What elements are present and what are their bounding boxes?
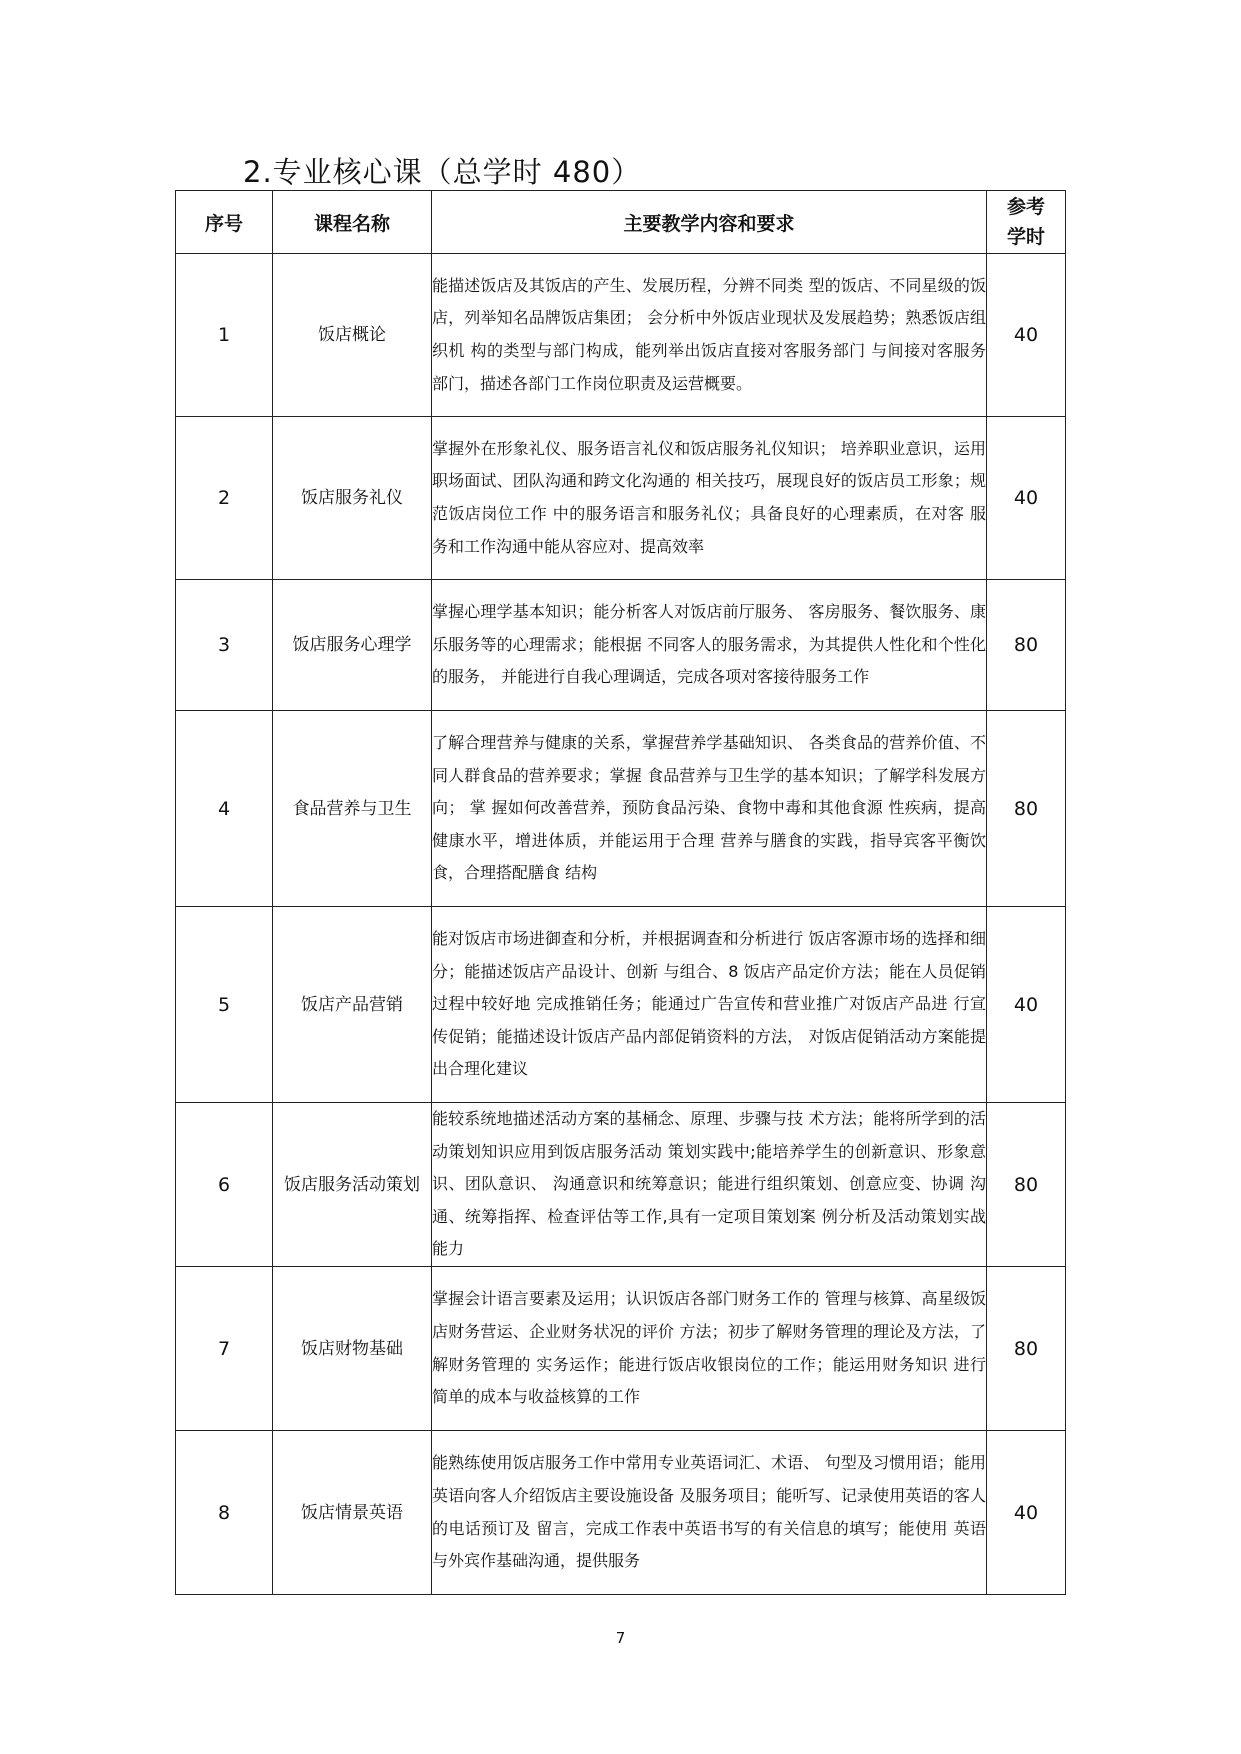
row-course-name: 饭店情景英语 (273, 1431, 432, 1595)
row-course-name: 饭店财物基础 (273, 1267, 432, 1431)
row-num: 3 (176, 580, 273, 711)
column-header-num: 序号 (176, 191, 273, 254)
row-num: 5 (176, 907, 273, 1103)
row-course-name: 食品营养与卫生 (273, 711, 432, 907)
row-content: 能对饭店市场进御查和分析，并根据调查和分析进行 饭店客源市场的选择和细分；能描述饭店产品设计、创新 与组合、8 饭店产品定价方法；能在人员促销过程中较好地 完成推销任务；能通过广告宣传和营业推广对饭店产品进 行宣传促销；能描述设计饭店产品内部促销资料的方法， 对饭店促销活动方案能提出合理化建议 (432, 907, 987, 1103)
row-num: 2 (176, 417, 273, 580)
row-num: 8 (176, 1431, 273, 1595)
row-hours: 80 (987, 1267, 1066, 1431)
row-content: 能熟练使用饭店服务工作中常用专业英语词汇、术语、 句型及习惯用语；能用英语向客人介绍饭店主要设施设备 及服务项目；能听写、记录使用英语的客人的电话预订及 留言，完成工作表中英语书写的有关信息的填写；能使用 英语与外宾作基础沟通，提供服务 (432, 1431, 987, 1595)
table-row (176, 417, 1066, 580)
row-course-name: 饭店服务心理学 (273, 580, 432, 711)
column-header-name: 课程名称 (273, 191, 432, 254)
row-hours: 40 (987, 417, 1066, 580)
page-number: 7 (615, 1629, 626, 1647)
row-hours: 40 (987, 1431, 1066, 1595)
table-row (176, 1267, 1066, 1431)
column-header-hours-line1: 参考 (1006, 196, 1045, 218)
row-content: 能描述饭店及其饭店的产生、发展历程，分辨不同类 型的饭店、不同星级的饭店，列举知名品牌饭店集团； 会分析中外饭店业现状及发展趋势；熟悉饭店组织机 构的类型与部门构成，能列举出饭店直接对客服务部门 与间接对客服务部门，描述各部门工作岗位职责及运营概要。 (432, 254, 987, 417)
row-content: 能较系统地描述活动方案的基桶念、原理、步骤与技 术方法；能将所学到的活动策划知识应用到饭店服务活动 策划实践中;能培养学生的创新意识、形象意识、团队意识、 沟通意识和统筹意识；能进行组织策划、创意应变、协调 沟通、统筹指挥、检查评估等工作,具有一定项目策划案 例分析及活动策划实战能力 (432, 1103, 987, 1267)
row-hours: 40 (987, 907, 1066, 1103)
table-row (176, 907, 1066, 1103)
row-content: 掌握会计语言要素及运用；认识饭店各部门财务工作的 管理与核算、高星级饭店财务营运、企业财务状况的评价 方法；初步了解财务管理的理论及方法，了解财务管理的 实务运作；能进行饭店收银岗位的工作；能运用财务知识 进行简单的成本与收益核算的工作 (432, 1267, 987, 1431)
row-hours: 80 (987, 711, 1066, 907)
row-course-name: 饭店产品营销 (273, 907, 432, 1103)
column-header-hours (987, 191, 1066, 254)
row-content: 掌握心理学基本知识；能分析客人对饭店前厅服务、 客房服务、餐饮服务、康乐服务等的心理需求；能根据 不同客人的服务需求，为其提供人性化和个性化的服务， 并能进行自我心理调适，完成各项对客接待服务工作 (432, 580, 987, 711)
table-header-row (176, 191, 1066, 254)
table-row (176, 254, 1066, 417)
row-course-name: 饭店概论 (273, 254, 432, 417)
table-row (176, 1103, 1066, 1267)
row-num: 4 (176, 711, 273, 907)
core-course-table (175, 190, 1066, 1595)
row-num: 7 (176, 1267, 273, 1431)
row-course-name: 饭店服务活动策划 (273, 1103, 432, 1267)
table-row (176, 580, 1066, 711)
row-content: 了解合理营养与健康的关系，掌握营养学基础知识、 各类食品的营养价值、不同人群食品的营养要求；掌握 食品营养与卫生学的基本知识；了解学科发展方向； 掌 握如何改善营养，预防食品污染、食物中毒和其他食源 性疾病，提高健康水平，增进体质，并能运用于合理 营养与膳食的实践，指导宾客平衡饮食，合理搭配膳食 结构 (432, 711, 987, 907)
row-num: 6 (176, 1103, 273, 1267)
row-hours: 80 (987, 1103, 1066, 1267)
column-header-content: 主要教学内容和要求 (432, 191, 987, 254)
row-hours: 40 (987, 254, 1066, 417)
row-course-name: 饭店服务礼仪 (273, 417, 432, 580)
table-row (176, 711, 1066, 907)
row-content: 掌握外在形象礼仪、服务语言礼仪和饭店服务礼仪知识； 培养职业意识，运用职场面试、团队沟通和跨文化沟通的 相关技巧，展现良好的饭店员工形象；规范饭店岗位工作 中的服务语言和服务礼仪；具备良好的心理素质，在对客 服务和工作沟通中能从容应对、提高效率 (432, 417, 987, 580)
table-row (176, 1431, 1066, 1595)
row-num: 1 (176, 254, 273, 417)
section-heading: 2.专业核心课（总学时 480） (243, 155, 642, 189)
column-header-hours-line2: 学时 (1006, 226, 1045, 248)
row-hours: 80 (987, 580, 1066, 711)
